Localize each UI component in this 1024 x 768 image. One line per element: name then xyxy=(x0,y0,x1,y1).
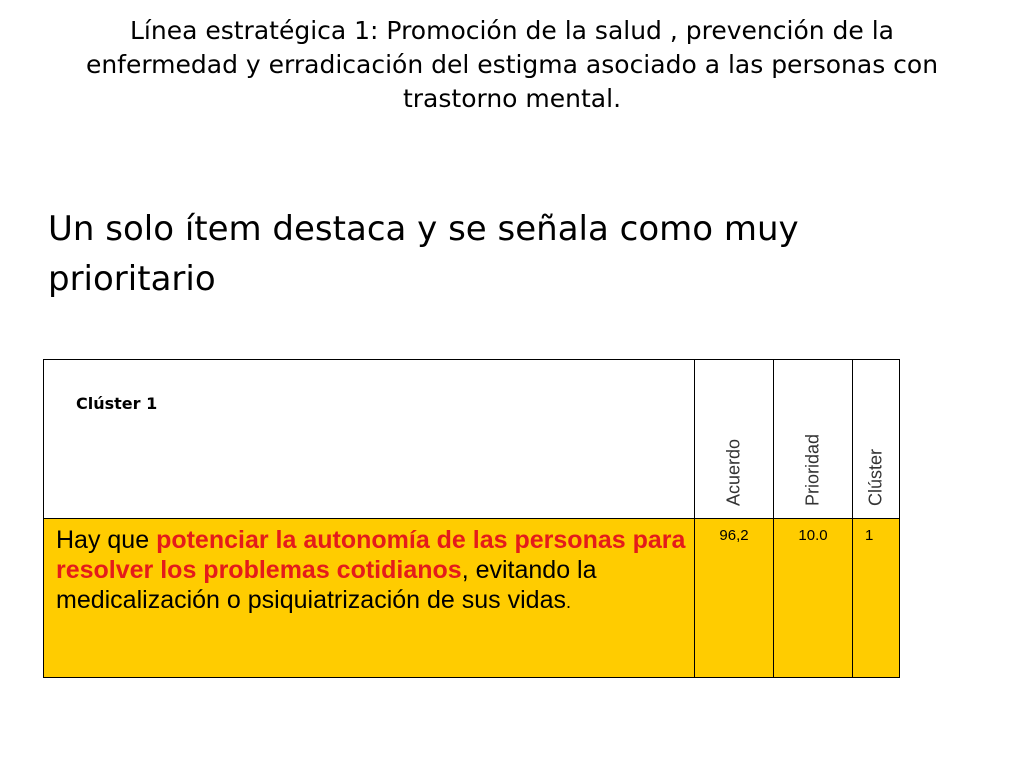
cluster-value: 1 xyxy=(865,527,874,544)
table-row xyxy=(44,519,900,678)
acuerdo-cell xyxy=(695,519,774,678)
item-text-before: Hay que xyxy=(56,526,157,554)
header-row xyxy=(44,360,900,519)
header-acuerdo: Acuerdo xyxy=(723,438,744,506)
acuerdo-value: 96,2 xyxy=(719,527,749,544)
cluster-label-cell xyxy=(44,360,695,519)
item-text-end: . xyxy=(566,592,572,612)
header-prioridad: Prioridad xyxy=(802,433,823,506)
slide-subtitle: Un solo ítem destaca y se señala como muy prioritario xyxy=(48,209,799,299)
prioridad-cell xyxy=(774,519,853,678)
cluster-table xyxy=(43,359,900,678)
cluster-cell xyxy=(853,519,900,678)
header-cluster: Clúster xyxy=(865,448,886,506)
prioridad-value: 10.0 xyxy=(798,527,828,544)
header-acuerdo-cell xyxy=(695,360,774,519)
header-prioridad-cell xyxy=(774,360,853,519)
header-cluster-cell xyxy=(853,360,900,519)
cluster-label: Clúster 1 xyxy=(76,394,158,413)
item-text xyxy=(56,525,688,617)
slide-title: Línea estratégica 1: Promoción de la salud , prevención de la enfermedad y erradicación del estigma asociado a las personas con trastorno mental. xyxy=(85,16,939,113)
item-cell xyxy=(44,519,695,678)
item-text-highlight: potenciar la autonomía de las personas para resolver los problemas cotidianos xyxy=(56,526,686,584)
item-text-after: , evitando la medicalización o psiquiatrización de sus vidas xyxy=(56,556,597,614)
